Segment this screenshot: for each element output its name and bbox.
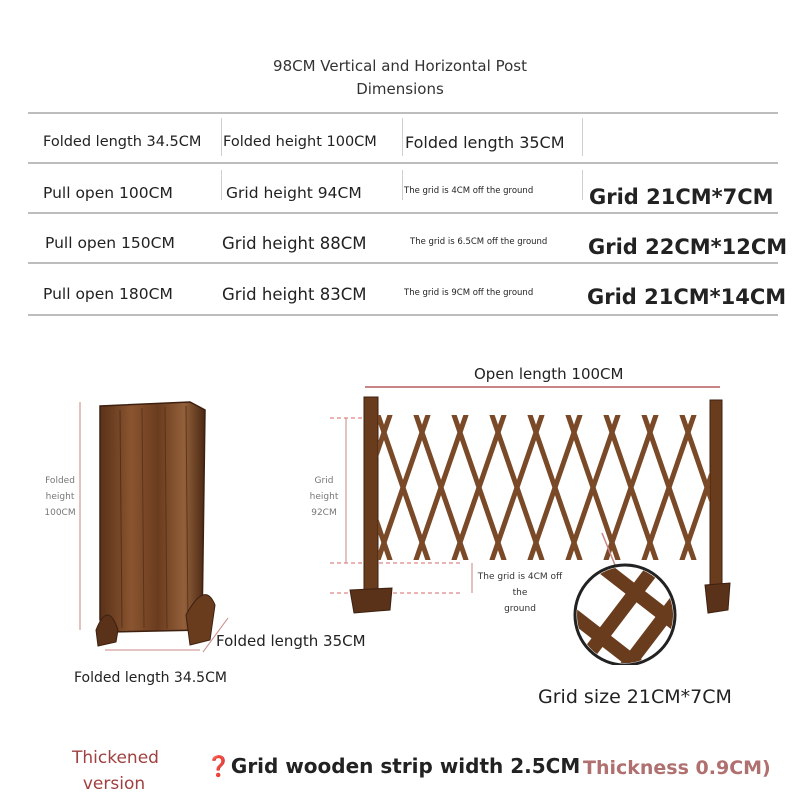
- table-divider: [582, 170, 583, 200]
- label-line: height: [309, 492, 339, 502]
- grid-size-label: Grid size 21CM*7CM: [538, 686, 732, 708]
- page-title: [0, 55, 800, 101]
- table-divider: [402, 170, 403, 200]
- label-line: height: [45, 492, 75, 502]
- table-cell: Pull open 180CM: [43, 285, 173, 303]
- table-cell: The grid is 9CM off the ground: [404, 288, 534, 298]
- thickened-version-label: [72, 745, 159, 797]
- folded-length-345-label: Folded length 34.5CM: [74, 670, 227, 686]
- table-divider: [221, 118, 222, 156]
- folded-height-label: [38, 473, 82, 521]
- label-line: version: [82, 774, 146, 794]
- table-rule: [28, 314, 778, 316]
- table-cell: Grid 21CM*7CM: [589, 185, 774, 209]
- table-cell: Pull open 150CM: [45, 234, 175, 252]
- thickness-label: Thickness 0.9CM): [583, 757, 771, 779]
- label-line: Thickened: [72, 748, 159, 768]
- folded-length-35-label: Folded length 35CM: [216, 632, 366, 650]
- label-line: ground: [504, 604, 536, 614]
- table-cell: Folded length 35CM: [405, 133, 565, 152]
- table-cell: Grid height 94CM: [226, 184, 362, 202]
- table-cell: Grid height 83CM: [222, 285, 367, 304]
- grid-height-label: [306, 473, 342, 521]
- table-divider: [221, 170, 222, 200]
- label-line: 100CM: [44, 508, 76, 518]
- title-line-1: 98CM Vertical and Horizontal Post: [273, 57, 527, 75]
- open-length-label: Open length 100CM: [474, 365, 624, 383]
- label-line: Grid: [314, 476, 334, 486]
- table-divider: [582, 118, 583, 156]
- table-rule: [28, 212, 778, 214]
- table-divider: [402, 118, 403, 156]
- table-rule: [28, 162, 778, 164]
- table-cell: Grid 21CM*14CM: [587, 285, 787, 309]
- table-cell: Folded height 100CM: [223, 134, 377, 150]
- table-cell: Pull open 100CM: [43, 184, 173, 202]
- table-cell: Grid height 88CM: [222, 234, 367, 253]
- strip-width-label: ❓Grid wooden strip width 2.5CM: [206, 754, 581, 778]
- label-line: Folded: [45, 476, 75, 486]
- table-rule: [28, 262, 778, 264]
- table-cell: The grid is 4CM off the ground: [404, 186, 534, 196]
- table-cell: The grid is 6.5CM off the ground: [410, 237, 548, 247]
- open-fence-image: [320, 365, 760, 665]
- label-line: 92CM: [311, 508, 337, 518]
- table-cell: Folded length 34.5CM: [43, 134, 202, 150]
- ground-clearance-label: [470, 569, 570, 617]
- label-line: The grid is 4CM off the: [477, 572, 563, 598]
- title-line-2: Dimensions: [356, 80, 444, 98]
- table-rule: [28, 112, 778, 114]
- table-cell: Grid 22CM*12CM: [588, 235, 788, 259]
